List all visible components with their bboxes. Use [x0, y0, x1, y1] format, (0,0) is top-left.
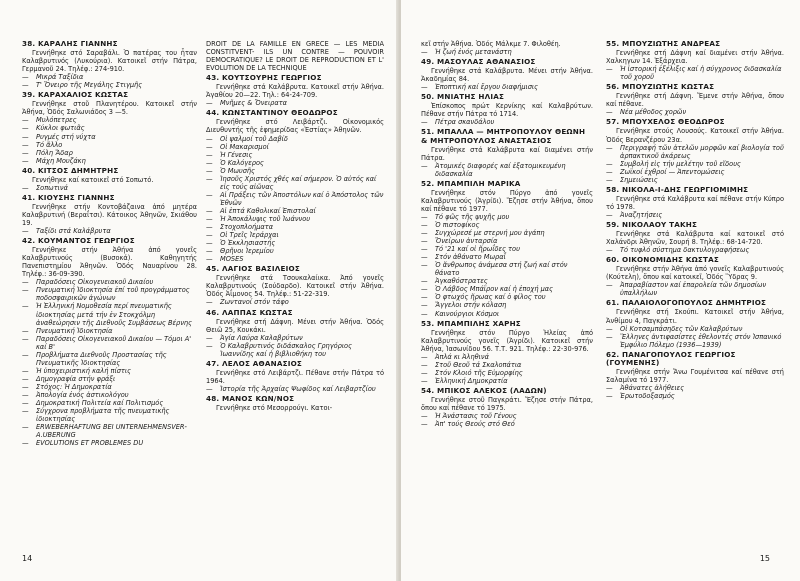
- work-title: — Δημοκρατική Πολιτεία καί Πολιτισμός: [22, 399, 197, 407]
- author-bio: Γεννήθηκε στούς Λουσούς. Κατοικεῖ στήν Ἀθήνα. Ὁδός Βερανζέρου 23α.: [606, 127, 784, 144]
- work-title: — Περιγραφή τῶν ἀτελῶν μορφῶν καί βιολογία τοῦ ἀρπακτικοῦ ἀκάρεως: [606, 144, 784, 160]
- work-title: — Αἱ ἑπτά Καθολικαί Ἐπιστολαί: [206, 207, 384, 215]
- author-heading: 54. ΜΠΙΚΟΣ ΑΛΕΚΟΣ (ΛΑΔΩΝ): [421, 385, 547, 395]
- works-list: [421, 162, 593, 178]
- work-title: — Μυλόπετρες: [22, 116, 197, 124]
- works-list: [606, 144, 784, 184]
- author-bio: Γεννήθηκε στήν Κοντοβάζαινα ἀπό μητέρα Καλαβρυτινή (Βεραΐτσι). Κάτοικος Ἀθηνῶν, Σκιάθου 19.: [22, 202, 197, 227]
- author-bio: Γεννήθηκε στή Σκούπι. Κατοικεῖ στήν Ἀθήνα, Ἀνθίμου 4, Παγκράτι.: [606, 308, 784, 325]
- author-bio: Γεννήθηκε στή Δάφνη. Μένει στήν Ἀθήνα. Ὁδός Θειῶ 25, Κουκάκι.: [206, 317, 384, 334]
- works-list: [606, 281, 784, 297]
- work-title: — Πόλη Ἄδαρ: [22, 149, 197, 157]
- author-heading: 49. ΜΑΣΟΥΛΑΣ ΑΘΑΝΑΣΙΟΣ: [421, 57, 536, 67]
- work-title: — Στοχοπλοήματα: [206, 223, 384, 231]
- work-title: — MOSES: [206, 255, 384, 263]
- author-heading: 48. ΜΑΝΟΣ ΚΩΝ/ΝΟΣ: [206, 393, 295, 403]
- work-title: — ERWEBERHAFTUNG BEI UNTERNEHMENSVER-A.UBERUNG: [22, 423, 197, 439]
- work-title: — Σημειώσεις: [606, 176, 784, 184]
- author-bio: Γεννήθηκε στή Δάφνη καί διαμένει στήν Ἀθήνα. Χαλκηγων 14. Ἐξάρχεια.: [606, 49, 784, 66]
- work-title: — Ἱστορία τῆς Ἀρχαίας Ψωφίδος καί Λειβαρτζίου: [206, 385, 384, 393]
- work-title: — Ζωϊκοί ἐχθροί — Ἀπεντομώσεις: [606, 168, 784, 176]
- author-entry: [606, 299, 784, 348]
- page-number: 14: [22, 554, 33, 563]
- author-bio: Γεννήθηκε στά Καλάβρυτα καί πέθανε στήν Κύπρο τό 1978.: [606, 194, 784, 211]
- works-list: [206, 334, 384, 358]
- works-list: [606, 65, 784, 81]
- author-entry: [606, 186, 784, 219]
- author-entry: [22, 237, 197, 447]
- author-heading: 61. ΠΑΛΑΙΟΛΟΓΟΠΟΥΛΟΣ ΔΗΜΗΤΡΙΟΣ: [606, 298, 767, 308]
- author-bio: Γεννήθηκε στοῦ Παγκράτι. Ἔζησε στήν Πάτρα, ὅπου καί πέθανε τό 1975.: [421, 395, 593, 413]
- author-heading: 51. ΜΠΑΛΛΑ — ΜΗΤΡΟΠΟΥΛΟΥ ΘΕΩΝΗ & ΜΗΤΡΟΠΟΥΛΟΣ ΑΝΑΣΤΑΣΙΟΣ: [421, 127, 586, 145]
- works-list: [22, 184, 197, 192]
- work-title: — Οἱ ψαλμοί τοῦ Δαβίδ: [206, 135, 384, 143]
- work-title: — Συμβολή εἰς τήν μελέτην τοῦ εἴδους: [606, 160, 784, 168]
- author-entry: [421, 387, 593, 428]
- author-entry: [206, 74, 384, 107]
- work-title: — Ταξίδι στά Καλάβρυτα: [22, 227, 197, 235]
- work-title: — EVOLUTIONS ET PROBLEMES DU: [22, 439, 197, 447]
- author-entry: [421, 40, 593, 56]
- author-entry: [22, 194, 197, 235]
- author-entry: [606, 221, 784, 254]
- author-bio: Γεννήθηκε στό Λειβάρτζι. Οἰκονομικός Διευθυντής τῆς ἐφημερίδας «Ἑστίας» Ἀθηνῶν.: [206, 118, 384, 135]
- author-heading: 62. ΠΑΝΑΓΟΠΟΥΛΟΣ ΓΕΩΡΓΙΟΣ (ΓΟΥΜΕΝΗΣ): [606, 349, 736, 367]
- author-entry: [206, 309, 384, 358]
- works-list: [206, 135, 384, 264]
- author-bio: Γεννήθηκε στήν Ἄνω Γουμένιτσα καί πέθανε στή Σαλαμίνα τό 1977.: [606, 367, 784, 384]
- work-title: — Ρυγμές στή νύχτα: [22, 133, 197, 141]
- work-title: — Στόχος: Ἡ Δημοκρατία: [22, 383, 197, 391]
- work-title: — Συγχώρεσέ με στερνή μου ἀγάπη: [421, 229, 593, 237]
- author-bio: Γεννήθηκε στό Μεσορρούγι. Κατοι-: [216, 404, 333, 413]
- author-heading: 53. ΜΠΑΜΠΙΛΗΣ ΧΑΡΗΣ: [421, 318, 521, 328]
- works-list: [421, 213, 593, 318]
- work-title: — Ζωντανοί στόν τάφο: [206, 298, 384, 306]
- work-title: — Ὁ Μωυσῆς: [206, 167, 384, 175]
- work-title: — Οἱ Κοτσαμπάσηδες τῶν Καλαβρύτων: [606, 325, 784, 333]
- author-bio: Γεννήθηκε στά Καλάβρυτα καί κατοικεῖ στό Χαλάνδρι Ἀθηνῶν, Σουρή 8. Τηλέφ.: 68-14-720.: [606, 230, 784, 247]
- author-heading: 58. ΝΙΚΟΛΑ-Ι-ΔΗΣ ΓΕΩΡΓΙΟΜΙΜΗΣ: [606, 184, 749, 194]
- author-heading: 38. ΚΑΡΑΛΗΣ ΓΙΑΝΝΗΣ: [22, 40, 118, 48]
- works-list: [606, 211, 784, 219]
- author-entry: [421, 320, 593, 385]
- work-title: — Ἡ ἱστορική ἐξέλιξις καί ἡ σύγχρονος διδασκαλία τοῦ χοροῦ: [606, 65, 784, 81]
- author-entry: [421, 58, 593, 91]
- work-title: — Ἡ ζωή ἐνός μετανάστη: [421, 48, 593, 56]
- work-title: — Ὁ πιστοφίκος: [421, 221, 593, 229]
- work-title: — Μνῆμες & Ὄνειρατα: [206, 99, 384, 107]
- author-heading: 50. ΜΝΙΑΤΗΣ ΗΛΙΑΣ: [421, 92, 505, 102]
- author-heading: 60. ΟΙΚΟΝΟΜΙΔΗΣ ΚΩΣΤΑΣ: [606, 255, 720, 265]
- work-title: — Ἀπαραβίαστον καί ἐπαρολεία τῶν δημοσίων ὑπαλλήλων: [606, 281, 784, 297]
- author-entry: [206, 40, 384, 72]
- work-title: — Ὁ ἄνθρωπος ἀνάμεσα στή ζωή καί στόν θάνατο: [421, 261, 593, 277]
- works-list: [22, 73, 197, 89]
- author-bio: Γεννήθηκε στοῦ Πλανητέρου. Κατοικεῖ στήν Ἀθήνα, Ὁδός Σαλωνιάδος 3 —5.: [22, 100, 197, 117]
- work-title: — Ἀναζητήσεις: [606, 211, 784, 219]
- author-bio: Γεννήθηκε στά Καλάβρυτα καί διαμένει στήν Πάτρα.: [421, 145, 593, 162]
- author-heading: 41. ΚΙΟΥΣΗΣ ΓΙΑΝΝΗΣ: [22, 192, 115, 202]
- author-bio: Γεννήθηκε στό Σαραβάλι. Ὁ πατέρας του ἦταν Καλαβρυτινός (Λυκούρια). Κατοικεῖ στήν Πάτρα, Γερμανοῦ 24. Τηλέφ.: 274-910.: [22, 49, 197, 74]
- work-title: — Οἱ Τρεῖς Ἱεράρχαι: [206, 231, 384, 239]
- work-title: — Ἁγία Λαύρα Καλαβρύτων: [206, 334, 384, 342]
- author-entry: [606, 83, 784, 116]
- work-title: — Ἕλληνες ἀντιφασίστες ἐθελοντές στόν Ἱσπανικό Ἐμφύλιο Πόλεμο (1936—1939): [606, 333, 784, 349]
- right-page: [401, 0, 800, 581]
- work-title: — Ἀγκαθόστρατες: [421, 277, 593, 285]
- work-title: — Ὁ Ἐκκλησιαστής: [206, 239, 384, 247]
- works-list: [206, 298, 384, 306]
- work-title: — Μάχη Μουζάκη: [22, 157, 197, 165]
- column: [206, 40, 384, 414]
- continued-text: κεῖ στήν Ἀθήνα. Ὁδός Μάλκμε 7. Φιλοθέη.: [421, 40, 561, 48]
- work-title: — Σύγχρονα προβλήματα τῆς πνευματικῆς ἰδιοκτησίας: [22, 407, 197, 423]
- author-entry: [606, 256, 784, 297]
- author-heading: 44. ΚΩΝΣΤΑΝΤΙΝΟΥ ΘΕΟΔΩΡΟΣ: [206, 108, 338, 118]
- work-title: — Ὄνείρων ἀνταρσία: [421, 237, 593, 245]
- page-number: 15: [759, 554, 770, 563]
- author-bio: Ἐπίσκοπος πρώτ Κερνίκης καί Καλαβρύτων. Πέθανε στήν Πάτρα τό 1714.: [421, 102, 593, 119]
- work-title: — Ἄγγελοι στήν κόλαση: [421, 301, 593, 309]
- work-title: — Ὁ Λάβδος Μπάϊρον καί ἡ ἐποχή μας: [421, 285, 593, 293]
- works-list: [421, 353, 593, 385]
- work-title: — Μικρά Ταξίδια: [22, 73, 197, 81]
- author-heading: 42. ΚΟΥΜΑΝΤΟΣ ΓΕΩΡΓΙΟΣ: [22, 236, 135, 246]
- work-title: — Ἐρωτοδοξασμός: [606, 392, 784, 400]
- author-bio: Γεννήθηκε στά Καλάβρυτα. Κατοικεῖ στήν Ἀθήνα. Ἀγαθίου 20—22. Τηλ.: 64-24-709.: [206, 83, 384, 100]
- work-title: — Ἡ ὑποχειριστική καλή πίστις: [22, 367, 197, 375]
- works-list: [606, 108, 784, 116]
- author-bio: Γεννήθηκε στήν Ἀθήνα ἀπό γονεῖς Καλαβρυτινούς (Κούτελη), ὅπου καί κατοικεῖ, Ὁδός Ὕδρας 9.: [606, 265, 784, 282]
- author-entry: [22, 40, 197, 89]
- author-entry: [606, 351, 784, 400]
- work-title: — Ἰησοῦς Χριστός χθές καί σήμερον. Ὁ αὐτός καί εἰς τούς αἰῶνας: [206, 175, 384, 191]
- work-title: — Στόν ἀθάνατο Μωραΐ: [421, 253, 593, 261]
- work-title: — Ἀτομικές διαφορές καί ἐξατομικευμένη διδασκαλία: [421, 162, 593, 178]
- author-entry: [206, 109, 384, 263]
- work-title: — Ὁ φτωχός ἥρωας καί ὁ φίλος του: [421, 293, 593, 301]
- work-title: — Ὁ Καλόγερος: [206, 159, 384, 167]
- work-title: — Ἀπ' τούς Θεούς στό Θεό: [421, 420, 593, 428]
- works-list: [421, 118, 593, 126]
- works-list: [22, 116, 197, 164]
- author-entry: [606, 118, 784, 183]
- author-bio: Γεννήθηκε στό Λειβάρτζι. Πέθανε στήν Πάτρα τό 1964.: [206, 368, 384, 385]
- works-list: [606, 325, 784, 349]
- author-entry: [206, 395, 384, 412]
- work-title: — Σοπωτινά: [22, 184, 197, 192]
- work-title: — Τ' Ὄνειρο τῆς Μεγάλης Στιγμῆς: [22, 81, 197, 89]
- author-bio: Γεννήθηκε καί κατοικεῖ στό Σοπωτό.: [32, 175, 154, 184]
- work-title: — Στοῦ Θεοῦ τά Σκαλοπάτια: [421, 361, 593, 369]
- work-title: — Ἀθάνατες ἀλήθειες: [606, 384, 784, 392]
- work-title: — Ἐποπτική καί ἔργου διαφήμισις: [421, 83, 593, 91]
- work-title: — Ὁ Καλαβρυτινός διδάσκαλος Γρηγόριος Ἰωαννίδης καί ἡ βιβλιοθήκη του: [206, 342, 384, 358]
- work-title: — Παραδόσεις Οἰκογενειακοῦ Δικαίου: [22, 278, 197, 286]
- column: [421, 40, 593, 430]
- author-bio: Γεννήθηκε στόν Πύργο ἀπό γονεῖς Καλαβρυτινούς (Ἀγρίδι). Ἔζησε στήν Ἀθήνα, ὅπου καί πέθανε τό 1977.: [421, 188, 593, 213]
- work-title: — Ἀπολογία ἐνός ἀστικολόγου: [22, 391, 197, 399]
- work-title: — Ἡ Ἀνάστασις τοῦ Γένους: [421, 412, 593, 420]
- author-heading: 45. ΛΑΓΙΟΣ ΒΑΣΙΛΕΙΟΣ: [206, 264, 300, 274]
- author-entry: [606, 40, 784, 81]
- author-entry: [421, 93, 593, 126]
- work-title: — Οἱ Μακαρισμοί: [206, 143, 384, 151]
- author-bio: Γεννήθηκε στή Δάφνη. Ἔμενε στήν Ἀθήνα, ὅπου καί πέθανε.: [606, 92, 784, 109]
- work-title: — Ἡ Γένεσις: [206, 151, 384, 159]
- author-bio: Γεννήθηκε στήν Ἀθήνα ἀπό γονεῖς Καλαβρυτινούς (Βυσοκά). Καθηγητής Πανεπιστημίου Ἀθηνῶν. Ὁδός Ναυαρίνου 28. Τηλέφ.: 36-09-390.: [22, 246, 197, 279]
- work-title: — Προβλήματα Διεθνοῦς Προστασίας τῆς Πνευματικῆς Ἰδιοκτησίας: [22, 351, 197, 367]
- author-heading: 40. ΚΙΤΣΟΣ ΔΗΜΗΤΡΗΣ: [22, 165, 119, 175]
- works-list: [421, 83, 593, 91]
- work-title: — Νέα μέθοδος χορῶν: [606, 108, 784, 116]
- work-title: — Ἡ Ἑλληνική Νομοθεσία περί πνευματικῆς ἰδιοκτησίας μετά τήν ἐν Στοκχόλμη ἀναθεώρησιν τῆς Διεθνοῦς Συμβάσεως Βέρνης: [22, 302, 197, 326]
- work-title: — Καινούργιοι Κόσμοι: [421, 310, 593, 318]
- work-title: — Πνευματική Ἰδιοκτησία ἐπί τοῦ προγράμματος ποδοσφαιρικῶν ἀγώνων: [22, 286, 197, 302]
- work-title: — Τό ἄλλο: [22, 141, 197, 149]
- author-heading: 55. ΜΠΟΥΖΙΩΤΗΣ ΑΝΔΡΕΑΣ: [606, 40, 721, 48]
- work-title: — Τό '21 καί οἱ ἥρωΐδες του: [421, 245, 593, 253]
- work-title: — Ἡ Ἀποκάλυψις τοῦ Ἰωάννου: [206, 215, 384, 223]
- author-heading: 46. ΛΑΠΠΑΣ ΚΩΣΤΑΣ: [206, 307, 293, 317]
- author-heading: 43. ΚΟΥΤΣΟΥΡΗΣ ΓΕΩΡΓΙΟΣ: [206, 73, 322, 83]
- work-title: — Κύκλοι φωτιᾶς: [22, 124, 197, 132]
- works-list: [206, 99, 384, 107]
- continued-text: DROIT DE LA FAMILLE EN GRECE — LES MEDIA CONSTITVENT- ILS UN CONTRE — POUVOIR DEMOCRATIQUE? LE DROIT DE REPRODUCTION ET L' EVOLUTION DE LA TECHNIQUE: [206, 40, 384, 73]
- work-title: — Δημογραφία στήν φράξι: [22, 375, 197, 383]
- author-heading: 47. ΛΕΛΟΣ ΑΘΑΝΑΣΙΟΣ: [206, 358, 303, 368]
- work-title: — Ἑλληνική Δημοκρατία: [421, 377, 593, 385]
- author-entry: [206, 265, 384, 306]
- author-entry: [206, 360, 384, 393]
- works-list: [421, 48, 593, 56]
- works-list: [22, 278, 197, 447]
- author-heading: 39. ΚΑΡΑΧΑΛΙΟΣ ΚΩΣΤΑΣ: [22, 90, 129, 100]
- author-heading: 59. ΝΙΚΟΛΑΟΥ ΤΑΚΗΣ: [606, 219, 698, 229]
- column: [606, 40, 784, 402]
- works-list: [22, 227, 197, 235]
- works-list: [606, 384, 784, 400]
- column: [22, 40, 197, 449]
- author-heading: 52. ΜΠΑΜΠΙΛΗ ΜΑΡΙΚΑ: [421, 178, 521, 188]
- works-list: [206, 385, 384, 393]
- author-bio: Γεννήθηκε στόν Πύργο Ἠλείας ἀπό Καλαβρυτινούς γονεῖς (Ἀγρίδι). Κατοικεῖ στήν Ἀθήνα, Ἰασωνίδου 56. Τ.Τ. 921. Τηλέφ.: 22-30-976.: [421, 328, 593, 353]
- author-heading: 56. ΜΠΟΥΖΙΩΤΗΣ ΚΩΣΤΑΣ: [606, 82, 715, 92]
- author-bio: Γεννήθηκε στά Τσουκαλαίικα. Ἀπό γονεῖς Καλαβρυτινούς (Σούδαρδο). Κατοικεῖ στήν Ἀθήνα. Ὁδός Ἀΐμονος 54. Τηλέφ.: 51-22-319.: [206, 274, 384, 299]
- work-title: — Πέτρα σκανδάλου: [421, 118, 593, 126]
- author-entry: [421, 128, 593, 177]
- author-entry: [421, 180, 593, 318]
- works-list: [421, 412, 593, 428]
- work-title: — Στόν Κλοιό τῆς Εὐμορφίης: [421, 369, 593, 377]
- work-title: — Ἀπλά κι Ἀληθινά: [421, 353, 593, 361]
- work-title: — Πνευματική Ἰδιοκτησία: [22, 327, 197, 335]
- work-title: — Αἱ Πράξεις τῶν Ἀποστόλων καί ὁ Ἀπόστολος τῶν Ἐθνῶν: [206, 191, 384, 207]
- works-list: [606, 246, 784, 254]
- work-title: — Τό φῶς τῆς ψυχῆς μου: [421, 213, 593, 221]
- author-bio: Γεννήθηκε στά Καλάβρυτα. Μένει στήν Ἀθήνα. Ἀκαδημίας 84.: [421, 67, 593, 84]
- work-title: — Τό τυφλό σύστημα δακτυλογραφήσεως: [606, 246, 784, 254]
- author-heading: 57. ΜΠΟΥΧΕΛΟΣ ΘΕΟΔΩΡΟΣ: [606, 117, 725, 127]
- author-entry: [22, 167, 197, 192]
- work-title: — Παραδόσεις Οἰκογενειακοῦ Δικαίου — Τόμοι Α' καί Β': [22, 335, 197, 351]
- author-entry: [22, 91, 197, 164]
- work-title: — Θρῆνοι Ἱερεμίου: [206, 247, 384, 255]
